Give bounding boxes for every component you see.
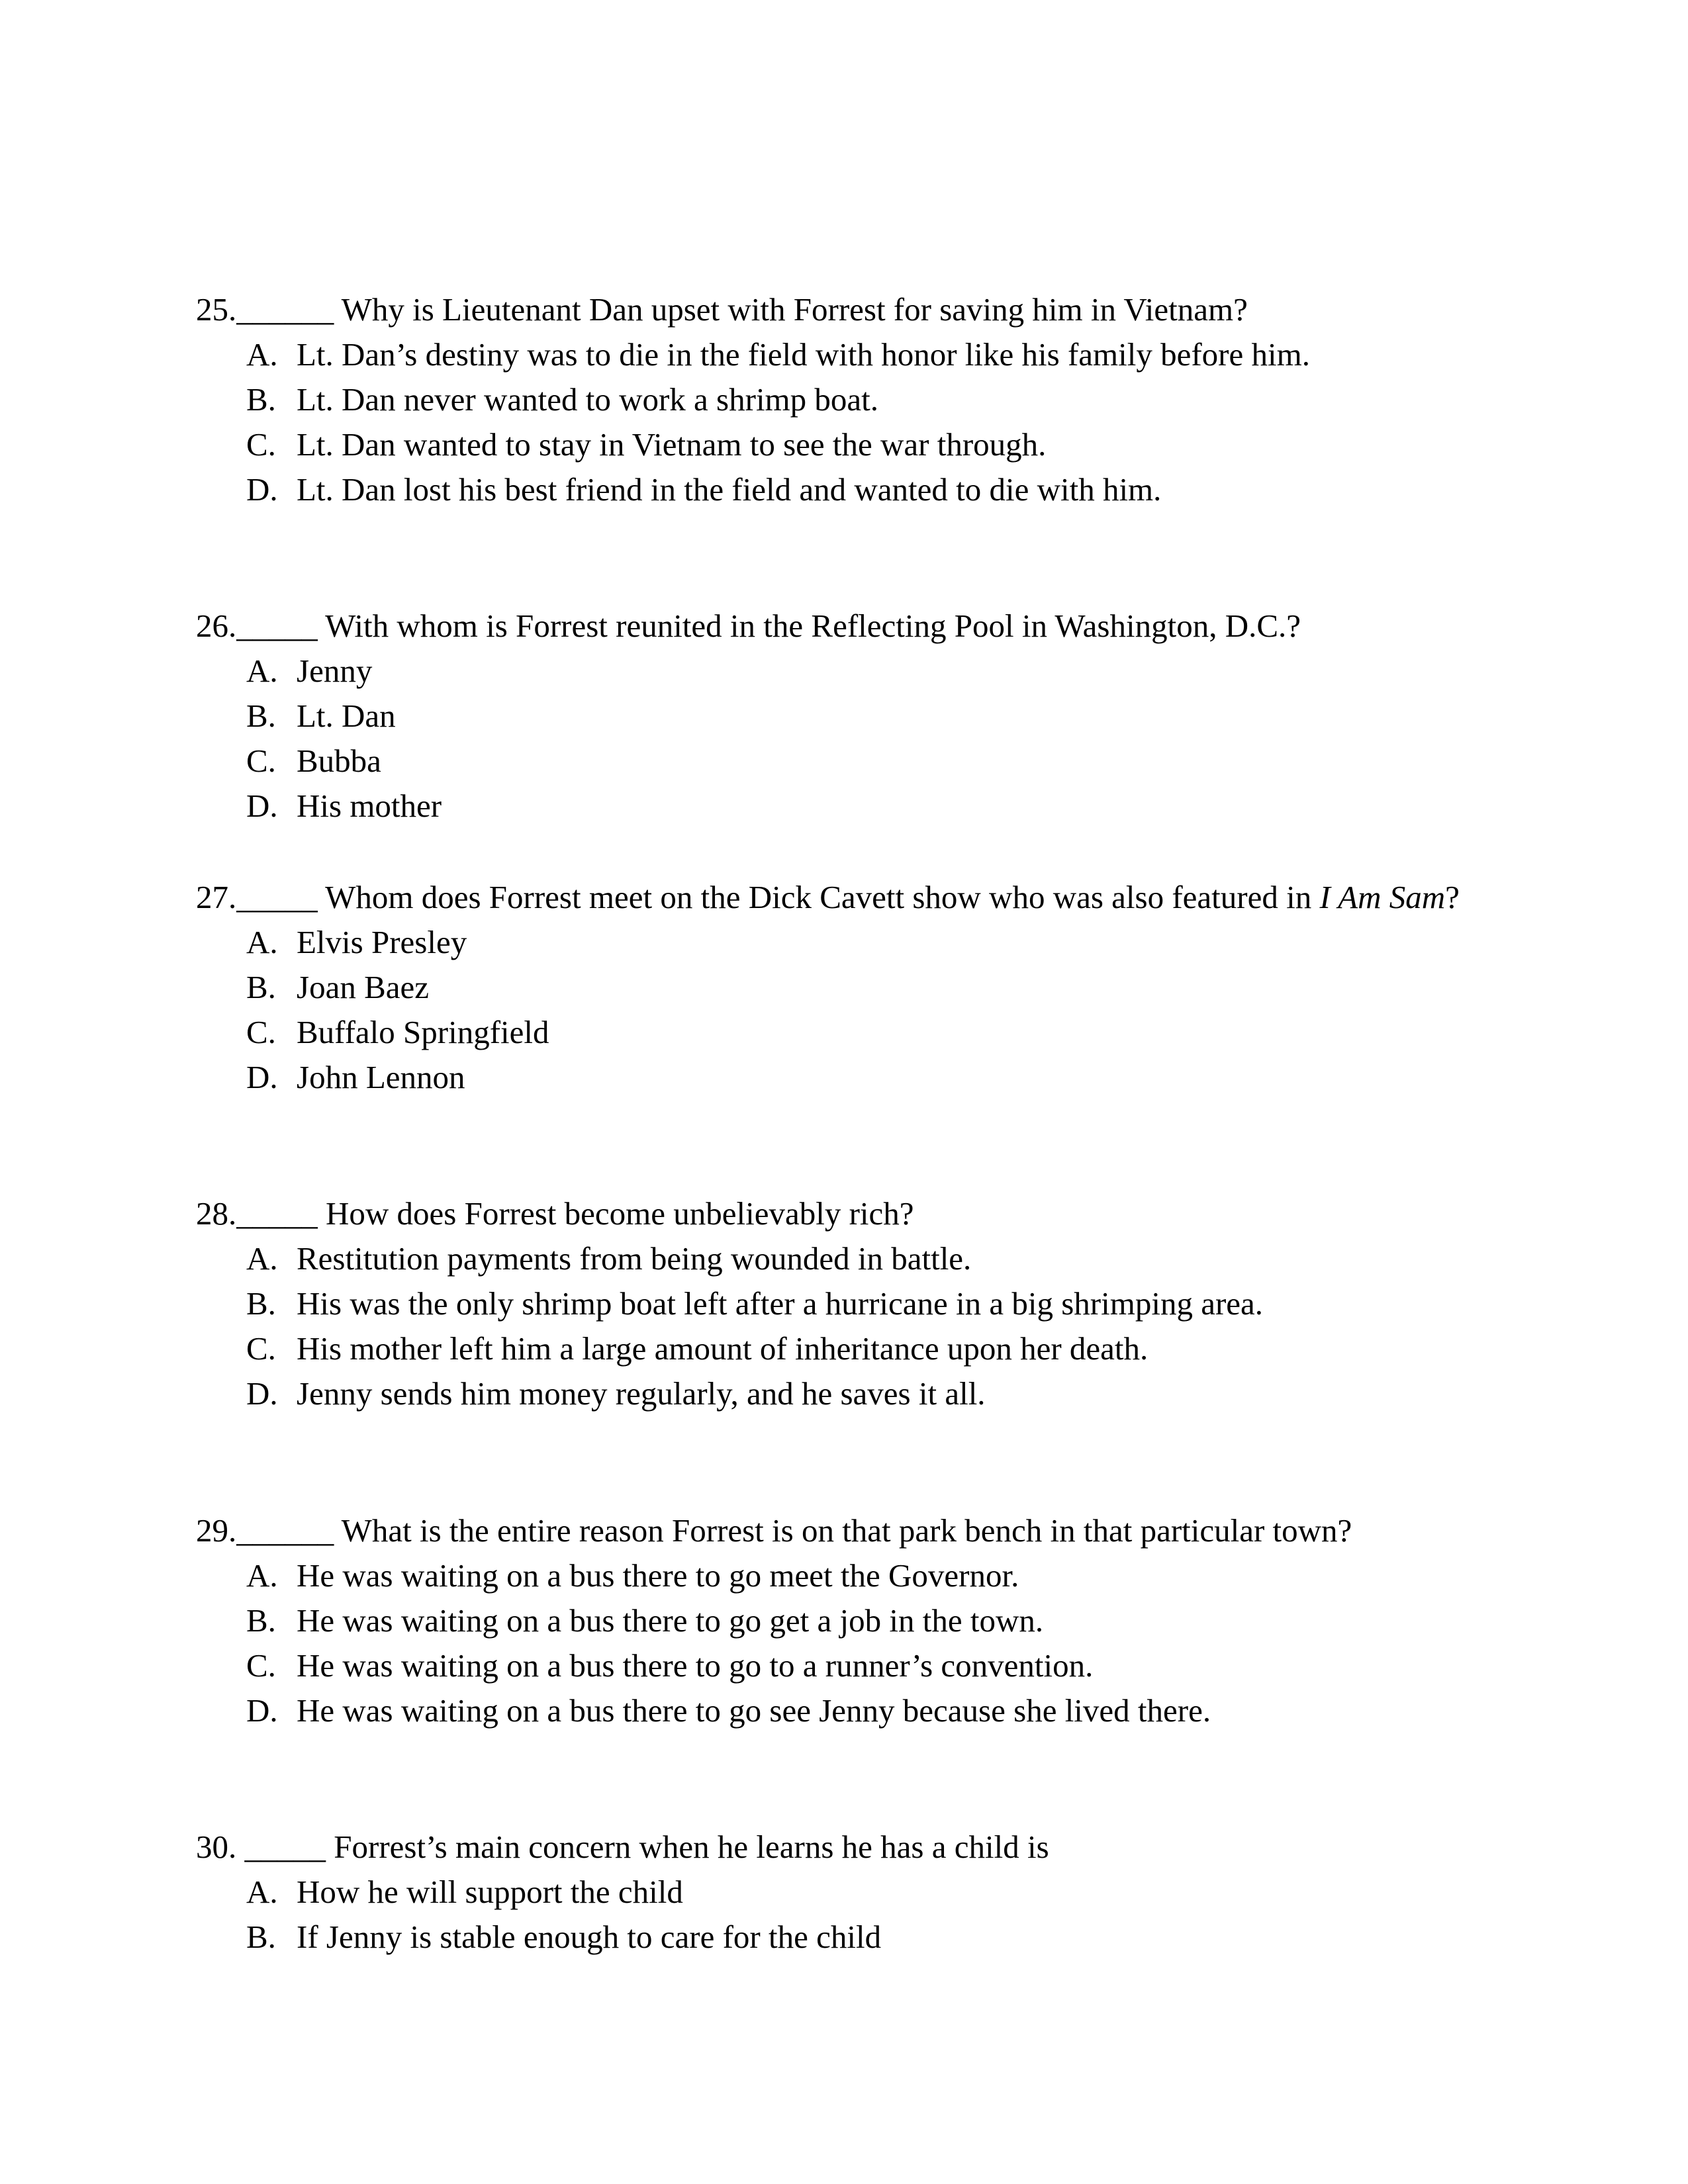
movie-title: I Am Sam [1319,879,1446,915]
choice-text: Elvis Presley [297,924,467,960]
answer-blank: ______ [236,1512,334,1549]
choice-d [246,1055,465,1100]
answer-blank: _____ [236,1195,318,1232]
choice-letter: A. [246,653,278,689]
choice-text: His mother left him a large amount of inheritance upon her death. [297,1330,1149,1367]
choice-letter: A. [246,1557,278,1594]
question-text: What is the entire reason Forrest is on that park bench in that particular town? [334,1512,1352,1549]
answer-blank: ______ [236,291,334,328]
choice-text: Jenny [297,653,373,689]
choice-b [246,1598,1043,1643]
choice-a [246,920,467,965]
choice-text: Lt. Dan [297,698,396,734]
choice-letter: B. [246,1285,276,1322]
question-text: Why is Lieutenant Dan upset with Forrest for saving him in Vietnam? [334,291,1248,328]
choice-c [246,739,381,784]
choice-letter: D. [246,788,278,824]
question-number: 30. [196,1829,245,1865]
choice-text: If Jenny is stable enough to care for the child [297,1919,882,1955]
choice-b [246,965,429,1010]
choice-text: He was waiting on a bus there to go meet the Governor. [297,1557,1019,1594]
choice-text: He was waiting on a bus there to go to a runner’s convention. [297,1647,1094,1684]
choice-text: His was the only shrimp boat left after a hurricane in a big shrimping area. [297,1285,1264,1322]
choice-d [246,467,1161,512]
choice-a [246,332,1310,377]
question-stem [196,1508,1352,1553]
choice-letter: C. [246,1330,276,1367]
choice-text: Bubba [297,743,381,779]
choice-c [246,1010,549,1055]
question-stem [196,875,1460,920]
question-stem [196,287,1248,332]
choice-text: Buffalo Springfield [297,1014,549,1050]
choice-letter: D. [246,1692,278,1729]
choice-c [246,1643,1093,1688]
question-number: 26. [196,608,237,644]
choice-c [246,422,1046,467]
question-number: 27. [196,879,237,915]
choice-b [246,377,878,422]
choice-b [246,694,396,739]
choice-letter: C. [246,426,276,463]
choice-letter: B. [246,381,276,418]
choice-text: Lt. Dan’s destiny was to die in the field with honor like his family before him. [297,336,1310,373]
choice-d [246,1688,1211,1733]
choice-text: His mother [297,788,442,824]
choice-text: How he will support the child [297,1874,683,1910]
choice-a [246,649,372,694]
question-number: 28. [196,1195,237,1232]
choice-d [246,1371,986,1416]
answer-blank: _____ [236,608,318,644]
choice-b [246,1915,881,1960]
choice-text: Lt. Dan never wanted to work a shrimp boat. [297,381,879,418]
choice-letter: D. [246,1059,278,1095]
question-stem [196,1825,1049,1870]
choice-letter: B. [246,1602,276,1639]
choice-text: Lt. Dan lost his best friend in the field and wanted to die with him. [297,471,1162,508]
choice-letter: C. [246,1647,276,1684]
choice-text: Restitution payments from being wounded in battle. [297,1240,972,1277]
choice-letter: B. [246,969,276,1005]
question-stem [196,604,1301,649]
answer-blank: _____ [236,879,318,915]
question-stem [196,1191,914,1236]
answer-blank: _____ [244,1829,326,1865]
choice-d [246,784,442,829]
choice-letter: C. [246,1014,276,1050]
choice-letter: C. [246,743,276,779]
choice-letter: B. [246,1919,276,1955]
choice-text: He was waiting on a bus there to go get a job in the town. [297,1602,1044,1639]
choice-a [246,1236,971,1281]
choice-b [246,1281,1263,1326]
choice-c [246,1326,1148,1371]
choice-text: He was waiting on a bus there to go see Jenny because she lived there. [297,1692,1211,1729]
choice-letter: D. [246,471,278,508]
question-number: 29. [196,1512,237,1549]
choice-text: Lt. Dan wanted to stay in Vietnam to see the war through. [297,426,1047,463]
choice-text: John Lennon [297,1059,465,1095]
choice-text: Joan Baez [297,969,429,1005]
choice-letter: D. [246,1375,278,1412]
question-text: How does Forrest become unbelievably rich? [317,1195,914,1232]
question-text: Whom does Forrest meet on the Dick Cavett show who was also featured in [317,879,1320,915]
choice-letter: A. [246,924,278,960]
choice-letter: A. [246,336,278,373]
choice-a [246,1553,1019,1598]
choice-text: Jenny sends him money regularly, and he saves it all. [297,1375,986,1412]
question-number: 25. [196,291,237,328]
choice-letter: A. [246,1874,278,1910]
question-text-end: ? [1445,879,1460,915]
question-text: Forrest’s main concern when he learns he has a child is [326,1829,1049,1865]
choice-letter: B. [246,698,276,734]
question-text: With whom is Forrest reunited in the Reflecting Pool in Washington, D.C.? [317,608,1301,644]
choice-letter: A. [246,1240,278,1277]
choice-a [246,1870,683,1915]
